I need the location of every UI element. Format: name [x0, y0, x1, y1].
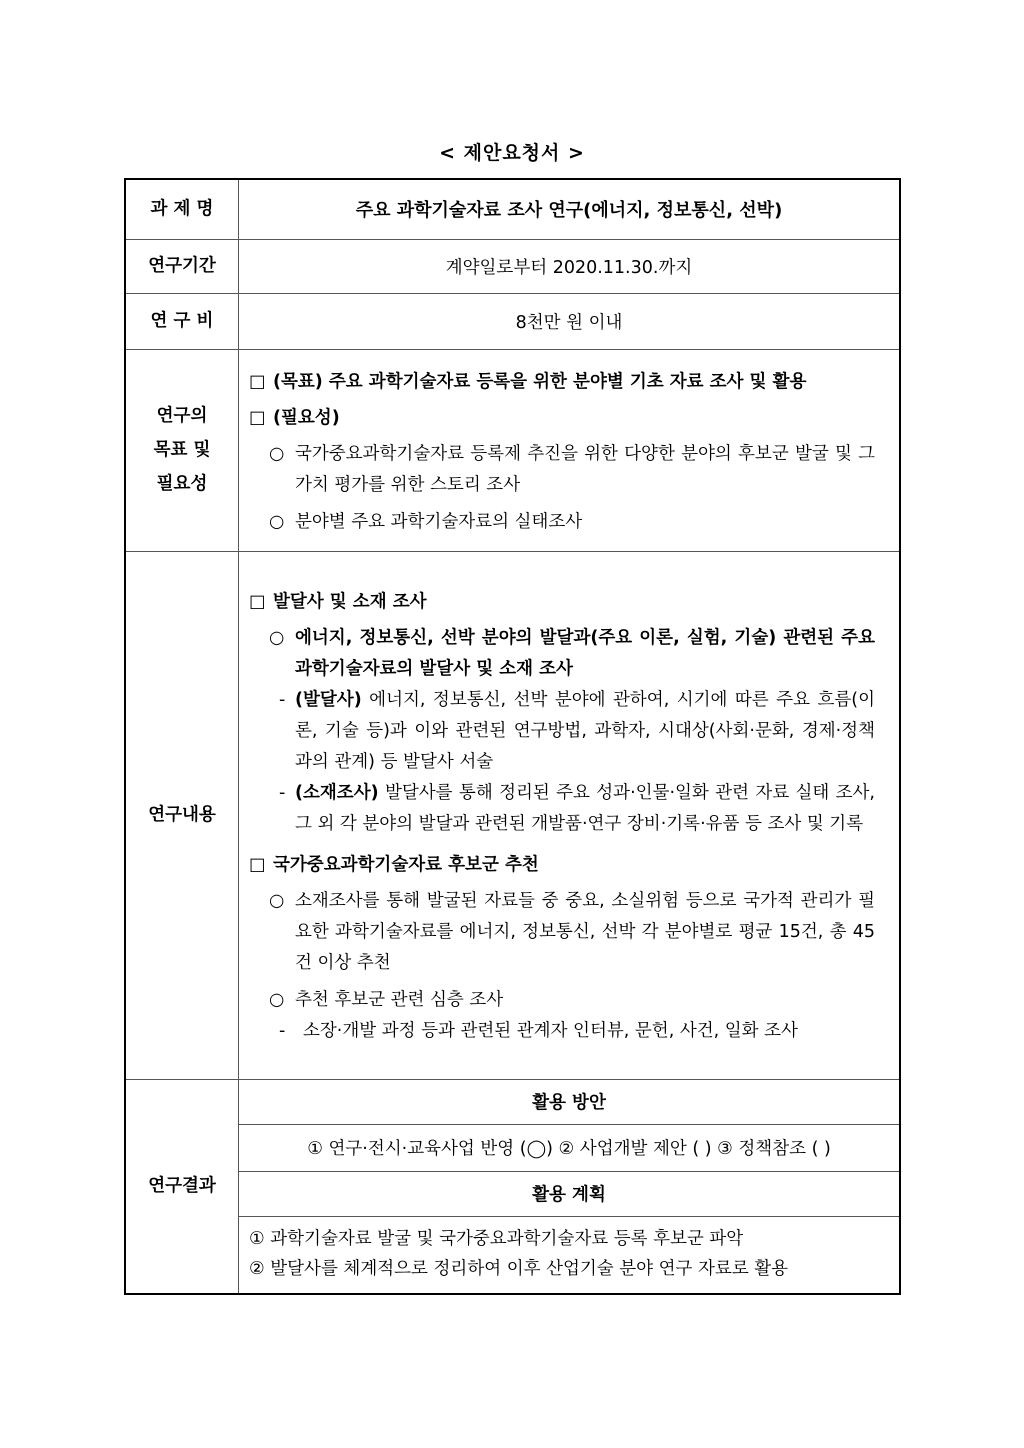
need-item: ○ 국가중요과학기술자료 등록제 추진을 위한 다양한 분야의 후보군 발굴 및 그 가치 평가를 위한 스토리 조사 [249, 439, 875, 501]
row-goals [125, 349, 900, 551]
plan-item: ② 발달사를 체계적으로 정리하여 이후 산업기술 분야 연구 자료로 활용 [249, 1258, 789, 1279]
label-goals-line: 필요성 [156, 474, 208, 494]
square-bullet-icon: □ [249, 371, 266, 392]
label-goals [125, 349, 239, 551]
circle-bullet-icon: ○ [269, 628, 285, 648]
value-project-name: 주요 과학기술자료 조사 연구(에너지, 정보통신, 선박) [239, 179, 901, 239]
circle-bullet-icon: ○ [269, 891, 285, 911]
section-circle-item: ○ 소재조사를 통해 발굴된 자료들 중 중요, 소실위험 등으로 국가적 관리가 필요한 과학기술자료를 에너지, 정보통신, 선박 각 분야별로 평균 15건, 총 45건 이상 추천 [249, 886, 875, 979]
label-research-budget: 연 구 비 [125, 293, 239, 349]
need-heading: □ (필요성) [249, 403, 875, 433]
plan-items [239, 1216, 901, 1294]
dash-item: - 소장·개발 과정 등과 관련된 관계자 인터뷰, 문헌, 사건, 일화 조사 [249, 1016, 875, 1047]
document-title: < 제안요청서 > [439, 142, 585, 164]
label-goals-line: 연구의 [156, 406, 208, 426]
row-research-budget [125, 293, 900, 349]
plan-heading: 활용 계획 [239, 1171, 901, 1216]
section-heading: □ 발달사 및 소재 조사 [249, 587, 875, 617]
circle-bullet-icon: ○ [269, 443, 285, 464]
label-project-name: 과 제 명 [125, 179, 239, 239]
goal-heading: □ (목표) 주요 과학기술자료 등록을 위한 분야별 기초 자료 조사 및 활용 [249, 367, 875, 397]
label-goals-line: 목표 및 [153, 440, 211, 460]
need-item: ○ 분야별 주요 과학기술자료의 실태조사 [249, 507, 875, 538]
usage-heading: 활용 방안 [239, 1079, 901, 1124]
circle-bullet-icon: ○ [269, 511, 285, 532]
section-circle-item: ○ 에너지, 정보통신, 선박 분야의 발달과(주요 이론, 실험, 기술) 관련된 주요 과학기술자료의 발달사 및 소재 조사 [249, 623, 875, 685]
dash-bullet-icon: - [279, 783, 286, 803]
dash-bullet-icon: - [279, 690, 286, 710]
row-project-name [125, 179, 900, 239]
label-research-period: 연구기간 [125, 239, 239, 293]
row-results-plan-items [125, 1216, 900, 1294]
square-bullet-icon: □ [249, 855, 266, 875]
label-research-content: 연구내용 [125, 551, 239, 1079]
square-bullet-icon: □ [249, 592, 266, 612]
proposal-table [124, 178, 901, 1295]
row-research-period [125, 239, 900, 293]
section-heading: □ 국가중요과학기술자료 후보군 추천 [249, 850, 875, 880]
dash-item: - (발달사) 에너지, 정보통신, 선박 분야에 관하여, 시기에 따른 주요 흐름(이론, 기술 등)과 이와 관련된 연구방법, 과학자, 시대상(사회·문화, 경제·정책과의 관계) 등 발달사 서술 [249, 685, 875, 778]
research-content [239, 551, 901, 1079]
value-research-budget: 8천만 원 이내 [239, 293, 901, 349]
circle-bullet-icon: ○ [269, 990, 285, 1010]
goals-content [239, 349, 901, 551]
row-results-usage-heading [125, 1079, 900, 1124]
dash-item: - (소재조사) 발달사를 통해 정리된 주요 성과·인물·일화 관련 자료 실태 조사, 그 외 각 분야의 발달과 관련된 개발품·연구 장비·기록·유품 등 조사 및 기록 [249, 778, 875, 840]
section-circle-item: ○ 추천 후보군 관련 심층 조사 [249, 985, 875, 1016]
label-research-results: 연구결과 [125, 1079, 239, 1294]
row-results-plan-heading [125, 1171, 900, 1216]
plan-item: ① 과학기술자료 발굴 및 국가중요과학기술자료 등록 후보군 파악 [249, 1228, 744, 1249]
value-research-period: 계약일로부터 2020.11.30.까지 [239, 239, 901, 293]
dash-bullet-icon: - [279, 1021, 286, 1041]
row-research-content [125, 551, 900, 1079]
usage-options: ① 연구·전시·교육사업 반영 (◯) ② 사업개발 제안 ( ) ③ 정책참조 ( ) [239, 1124, 901, 1171]
row-results-usage-options [125, 1124, 900, 1171]
square-bullet-icon: □ [249, 407, 266, 428]
